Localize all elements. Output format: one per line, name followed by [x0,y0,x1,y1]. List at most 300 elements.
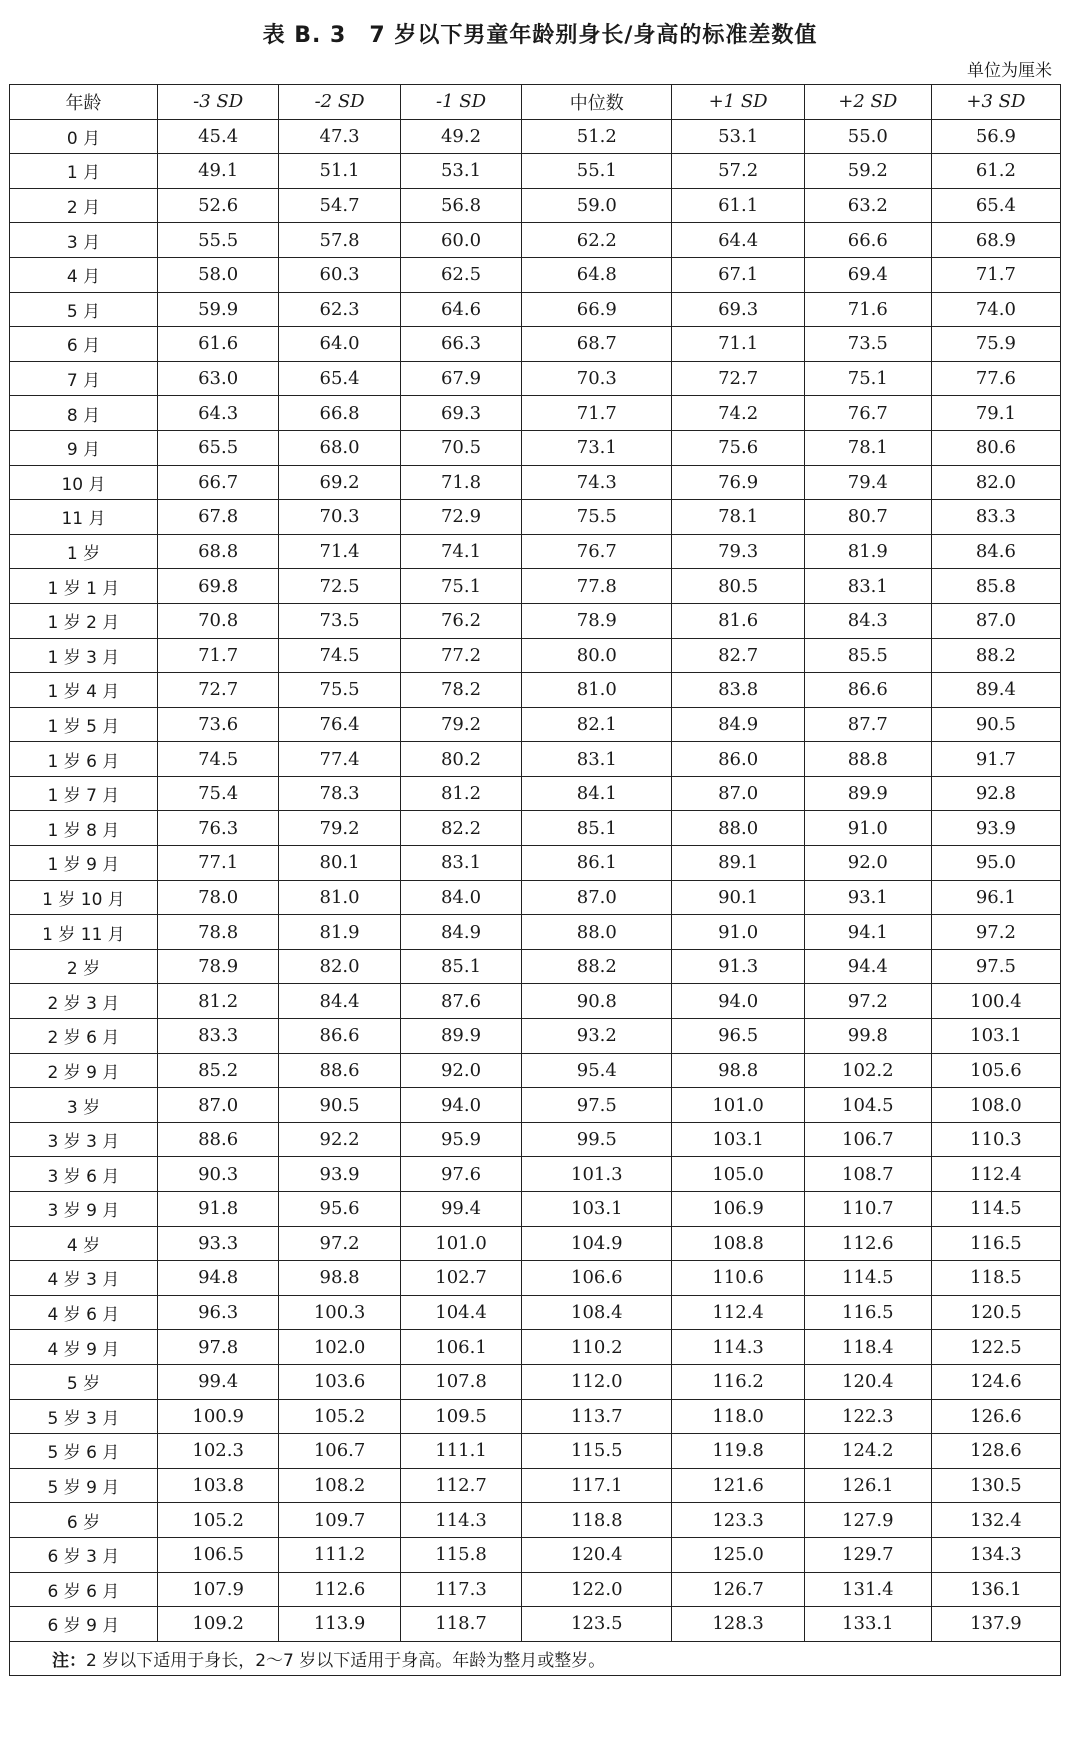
cell-age: 2 岁 6 月 [10,1019,158,1054]
cell-plus-2sd: 81.9 [804,534,931,569]
cell-minus-1sd: 67.9 [400,361,521,396]
cell-minus-3sd: 90.3 [157,1157,278,1192]
table-row [10,1330,1061,1365]
cell-age: 1 岁 11 月 [10,915,158,950]
cell-median: 59.0 [522,188,672,223]
cell-minus-2sd: 51.1 [279,154,400,189]
cell-minus-2sd: 86.6 [279,1019,400,1054]
cell-age: 1 岁 10 月 [10,880,158,915]
cell-minus-3sd: 71.7 [157,638,278,673]
cell-minus-2sd: 70.3 [279,500,400,535]
cell-plus-1sd: 74.2 [672,396,804,431]
header-minus-3sd: -3 SD [157,85,278,120]
cell-plus-3sd: 90.5 [931,707,1060,742]
cell-minus-3sd: 70.8 [157,603,278,638]
table-row [10,1261,1061,1296]
cell-median: 123.5 [522,1607,672,1642]
cell-median: 74.3 [522,465,672,500]
cell-median: 117.1 [522,1468,672,1503]
cell-plus-1sd: 78.1 [672,500,804,535]
cell-plus-3sd: 88.2 [931,638,1060,673]
cell-minus-2sd: 65.4 [279,361,400,396]
cell-minus-2sd: 108.2 [279,1468,400,1503]
cell-median: 77.8 [522,569,672,604]
header-plus-2sd: +2 SD [804,85,931,120]
table-row [10,500,1061,535]
cell-plus-3sd: 77.6 [931,361,1060,396]
cell-plus-1sd: 53.1 [672,119,804,154]
cell-minus-1sd: 99.4 [400,1192,521,1227]
cell-age: 8 月 [10,396,158,431]
cell-minus-3sd: 72.7 [157,673,278,708]
cell-age: 3 岁 6 月 [10,1157,158,1192]
cell-plus-2sd: 78.1 [804,430,931,465]
cell-minus-1sd: 84.0 [400,880,521,915]
cell-plus-1sd: 88.0 [672,811,804,846]
cell-age: 1 岁 1 月 [10,569,158,604]
cell-plus-3sd: 97.2 [931,915,1060,950]
cell-plus-1sd: 91.3 [672,949,804,984]
cell-plus-2sd: 71.6 [804,292,931,327]
cell-minus-2sd: 73.5 [279,603,400,638]
cell-plus-3sd: 126.6 [931,1399,1060,1434]
cell-minus-3sd: 61.6 [157,327,278,362]
cell-plus-1sd: 108.8 [672,1226,804,1261]
cell-plus-2sd: 84.3 [804,603,931,638]
cell-minus-2sd: 60.3 [279,257,400,292]
cell-minus-2sd: 47.3 [279,119,400,154]
cell-plus-3sd: 103.1 [931,1019,1060,1054]
cell-plus-3sd: 80.6 [931,430,1060,465]
cell-age: 2 岁 [10,949,158,984]
cell-age: 3 岁 [10,1088,158,1123]
cell-minus-3sd: 73.6 [157,707,278,742]
cell-plus-2sd: 122.3 [804,1399,931,1434]
cell-plus-2sd: 116.5 [804,1295,931,1330]
cell-minus-3sd: 52.6 [157,188,278,223]
cell-minus-3sd: 65.5 [157,430,278,465]
table-row [10,1192,1061,1227]
cell-plus-1sd: 114.3 [672,1330,804,1365]
cell-plus-3sd: 114.5 [931,1192,1060,1227]
cell-plus-3sd: 136.1 [931,1572,1060,1607]
cell-median: 62.2 [522,223,672,258]
cell-minus-1sd: 82.2 [400,811,521,846]
cell-minus-3sd: 76.3 [157,811,278,846]
table-row [10,257,1061,292]
cell-plus-3sd: 79.1 [931,396,1060,431]
cell-age: 3 月 [10,223,158,258]
cell-minus-2sd: 88.6 [279,1053,400,1088]
standard-deviation-table [9,84,1061,1676]
cell-plus-1sd: 101.0 [672,1088,804,1123]
cell-plus-2sd: 86.6 [804,673,931,708]
cell-median: 86.1 [522,846,672,881]
note-cell [10,1641,1061,1676]
table-row [10,984,1061,1019]
cell-age: 2 月 [10,188,158,223]
cell-minus-2sd: 80.1 [279,846,400,881]
cell-plus-2sd: 124.2 [804,1434,931,1469]
cell-plus-2sd: 85.5 [804,638,931,673]
cell-plus-1sd: 81.6 [672,603,804,638]
cell-plus-3sd: 61.2 [931,154,1060,189]
note-label: 注： [52,1651,86,1672]
cell-minus-3sd: 88.6 [157,1122,278,1157]
cell-median: 85.1 [522,811,672,846]
cell-plus-1sd: 123.3 [672,1503,804,1538]
cell-median: 93.2 [522,1019,672,1054]
cell-plus-2sd: 91.0 [804,811,931,846]
cell-age: 1 岁 7 月 [10,776,158,811]
cell-minus-3sd: 91.8 [157,1192,278,1227]
cell-minus-2sd: 69.2 [279,465,400,500]
cell-age: 4 月 [10,257,158,292]
cell-plus-2sd: 89.9 [804,776,931,811]
cell-median: 83.1 [522,742,672,777]
cell-plus-3sd: 74.0 [931,292,1060,327]
header-age: 年龄 [10,85,158,120]
cell-plus-2sd: 75.1 [804,361,931,396]
cell-age: 5 岁 6 月 [10,1434,158,1469]
cell-minus-2sd: 76.4 [279,707,400,742]
cell-minus-2sd: 112.6 [279,1572,400,1607]
cell-minus-2sd: 68.0 [279,430,400,465]
cell-plus-2sd: 69.4 [804,257,931,292]
cell-minus-3sd: 78.0 [157,880,278,915]
cell-median: 122.0 [522,1572,672,1607]
header-plus-1sd: +1 SD [672,85,804,120]
cell-plus-1sd: 121.6 [672,1468,804,1503]
cell-age: 1 月 [10,154,158,189]
header-median: 中位数 [522,85,672,120]
note-row [10,1641,1061,1676]
cell-median: 103.1 [522,1192,672,1227]
cell-age: 6 岁 [10,1503,158,1538]
cell-plus-1sd: 90.1 [672,880,804,915]
cell-median: 78.9 [522,603,672,638]
table-row [10,1019,1061,1054]
header-row [10,85,1061,120]
table-row [10,1468,1061,1503]
cell-plus-1sd: 64.4 [672,223,804,258]
cell-age: 9 月 [10,430,158,465]
cell-minus-2sd: 95.6 [279,1192,400,1227]
table-row [10,430,1061,465]
cell-minus-3sd: 103.8 [157,1468,278,1503]
cell-plus-1sd: 87.0 [672,776,804,811]
cell-plus-2sd: 126.1 [804,1468,931,1503]
cell-minus-1sd: 81.2 [400,776,521,811]
table-row [10,1157,1061,1192]
cell-age: 1 岁 2 月 [10,603,158,638]
cell-minus-3sd: 75.4 [157,776,278,811]
cell-median: 97.5 [522,1088,672,1123]
table-row [10,223,1061,258]
cell-minus-2sd: 75.5 [279,673,400,708]
table-row [10,119,1061,154]
cell-age: 4 岁 9 月 [10,1330,158,1365]
cell-minus-1sd: 62.5 [400,257,521,292]
cell-plus-2sd: 88.8 [804,742,931,777]
cell-plus-2sd: 102.2 [804,1053,931,1088]
cell-minus-1sd: 87.6 [400,984,521,1019]
cell-minus-3sd: 99.4 [157,1364,278,1399]
cell-minus-3sd: 66.7 [157,465,278,500]
cell-plus-1sd: 72.7 [672,361,804,396]
cell-plus-3sd: 71.7 [931,257,1060,292]
cell-median: 95.4 [522,1053,672,1088]
cell-plus-3sd: 105.6 [931,1053,1060,1088]
table-body [10,119,1061,1641]
cell-median: 70.3 [522,361,672,396]
cell-minus-1sd: 92.0 [400,1053,521,1088]
cell-plus-2sd: 94.1 [804,915,931,950]
cell-plus-1sd: 118.0 [672,1399,804,1434]
cell-plus-3sd: 132.4 [931,1503,1060,1538]
cell-minus-1sd: 77.2 [400,638,521,673]
cell-plus-2sd: 112.6 [804,1226,931,1261]
table-row [10,1053,1061,1088]
cell-age: 1 岁 [10,534,158,569]
table-row [10,1399,1061,1434]
cell-plus-3sd: 89.4 [931,673,1060,708]
cell-plus-3sd: 56.9 [931,119,1060,154]
cell-age: 1 岁 8 月 [10,811,158,846]
cell-plus-3sd: 84.6 [931,534,1060,569]
cell-minus-2sd: 103.6 [279,1364,400,1399]
cell-minus-3sd: 81.2 [157,984,278,1019]
cell-minus-3sd: 77.1 [157,846,278,881]
cell-median: 118.8 [522,1503,672,1538]
cell-plus-1sd: 82.7 [672,638,804,673]
cell-plus-1sd: 76.9 [672,465,804,500]
table-row [10,1364,1061,1399]
cell-minus-1sd: 84.9 [400,915,521,950]
cell-plus-3sd: 85.8 [931,569,1060,604]
table-row [10,534,1061,569]
cell-plus-3sd: 122.5 [931,1330,1060,1365]
cell-age: 4 岁 3 月 [10,1261,158,1296]
cell-minus-3sd: 94.8 [157,1261,278,1296]
cell-plus-2sd: 63.2 [804,188,931,223]
cell-age: 3 岁 9 月 [10,1192,158,1227]
cell-median: 68.7 [522,327,672,362]
cell-minus-1sd: 49.2 [400,119,521,154]
cell-plus-2sd: 133.1 [804,1607,931,1642]
table-row [10,1503,1061,1538]
cell-age: 2 岁 3 月 [10,984,158,1019]
cell-age: 7 月 [10,361,158,396]
cell-minus-3sd: 64.3 [157,396,278,431]
cell-plus-3sd: 92.8 [931,776,1060,811]
cell-age: 6 岁 6 月 [10,1572,158,1607]
table-row [10,603,1061,638]
cell-minus-3sd: 85.2 [157,1053,278,1088]
cell-age: 2 岁 9 月 [10,1053,158,1088]
cell-minus-1sd: 107.8 [400,1364,521,1399]
cell-median: 82.1 [522,707,672,742]
cell-minus-2sd: 66.8 [279,396,400,431]
cell-minus-1sd: 118.7 [400,1607,521,1642]
cell-plus-3sd: 93.9 [931,811,1060,846]
cell-plus-3sd: 82.0 [931,465,1060,500]
cell-minus-3sd: 109.2 [157,1607,278,1642]
cell-plus-2sd: 66.6 [804,223,931,258]
cell-minus-2sd: 92.2 [279,1122,400,1157]
cell-minus-1sd: 53.1 [400,154,521,189]
cell-plus-2sd: 83.1 [804,569,931,604]
table-row [10,673,1061,708]
cell-age: 1 岁 6 月 [10,742,158,777]
cell-plus-1sd: 80.5 [672,569,804,604]
table-row [10,776,1061,811]
cell-median: 115.5 [522,1434,672,1469]
cell-plus-1sd: 105.0 [672,1157,804,1192]
table-title: 表 B. 3 7 岁以下男童年龄别身长/身高的标准差数值 [262,23,818,48]
cell-median: 120.4 [522,1537,672,1572]
cell-plus-3sd: 120.5 [931,1295,1060,1330]
cell-plus-1sd: 89.1 [672,846,804,881]
cell-plus-2sd: 87.7 [804,707,931,742]
cell-plus-2sd: 120.4 [804,1364,931,1399]
cell-plus-3sd: 108.0 [931,1088,1060,1123]
cell-minus-2sd: 81.0 [279,880,400,915]
cell-minus-3sd: 78.8 [157,915,278,950]
cell-age: 4 岁 [10,1226,158,1261]
cell-age: 5 岁 3 月 [10,1399,158,1434]
cell-plus-1sd: 69.3 [672,292,804,327]
cell-minus-1sd: 85.1 [400,949,521,984]
cell-age: 4 岁 6 月 [10,1295,158,1330]
cell-minus-3sd: 102.3 [157,1434,278,1469]
table-row [10,327,1061,362]
cell-median: 81.0 [522,673,672,708]
cell-age: 5 岁 [10,1364,158,1399]
table-row [10,638,1061,673]
cell-minus-1sd: 104.4 [400,1295,521,1330]
cell-median: 73.1 [522,430,672,465]
cell-minus-3sd: 83.3 [157,1019,278,1054]
cell-plus-3sd: 100.4 [931,984,1060,1019]
cell-median: 80.0 [522,638,672,673]
cell-plus-1sd: 125.0 [672,1537,804,1572]
table-row [10,465,1061,500]
cell-plus-3sd: 137.9 [931,1607,1060,1642]
cell-minus-2sd: 106.7 [279,1434,400,1469]
cell-minus-1sd: 79.2 [400,707,521,742]
cell-minus-2sd: 64.0 [279,327,400,362]
cell-plus-2sd: 94.4 [804,949,931,984]
cell-median: 106.6 [522,1261,672,1296]
cell-minus-3sd: 100.9 [157,1399,278,1434]
cell-minus-1sd: 70.5 [400,430,521,465]
table-row [10,1122,1061,1157]
cell-median: 87.0 [522,880,672,915]
cell-minus-2sd: 100.3 [279,1295,400,1330]
cell-median: 110.2 [522,1330,672,1365]
cell-minus-2sd: 111.2 [279,1537,400,1572]
cell-age: 1 岁 4 月 [10,673,158,708]
cell-minus-2sd: 74.5 [279,638,400,673]
cell-median: 66.9 [522,292,672,327]
cell-minus-1sd: 106.1 [400,1330,521,1365]
cell-median: 113.7 [522,1399,672,1434]
cell-plus-3sd: 87.0 [931,603,1060,638]
cell-minus-1sd: 72.9 [400,500,521,535]
cell-plus-1sd: 106.9 [672,1192,804,1227]
cell-minus-2sd: 90.5 [279,1088,400,1123]
cell-minus-3sd: 63.0 [157,361,278,396]
cell-plus-2sd: 93.1 [804,880,931,915]
cell-plus-3sd: 91.7 [931,742,1060,777]
cell-minus-1sd: 97.6 [400,1157,521,1192]
cell-minus-1sd: 115.8 [400,1537,521,1572]
cell-minus-1sd: 75.1 [400,569,521,604]
cell-plus-3sd: 134.3 [931,1537,1060,1572]
cell-median: 90.8 [522,984,672,1019]
cell-minus-2sd: 62.3 [279,292,400,327]
cell-plus-1sd: 110.6 [672,1261,804,1296]
cell-plus-1sd: 116.2 [672,1364,804,1399]
cell-minus-2sd: 109.7 [279,1503,400,1538]
cell-minus-1sd: 74.1 [400,534,521,569]
cell-plus-3sd: 83.3 [931,500,1060,535]
cell-minus-1sd: 111.1 [400,1434,521,1469]
table-row [10,396,1061,431]
cell-age: 3 岁 3 月 [10,1122,158,1157]
cell-median: 64.8 [522,257,672,292]
cell-age: 11 月 [10,500,158,535]
cell-minus-1sd: 114.3 [400,1503,521,1538]
cell-minus-3sd: 96.3 [157,1295,278,1330]
cell-median: 76.7 [522,534,672,569]
cell-plus-1sd: 86.0 [672,742,804,777]
cell-median: 51.2 [522,119,672,154]
cell-median: 99.5 [522,1122,672,1157]
cell-minus-3sd: 55.5 [157,223,278,258]
cell-minus-3sd: 87.0 [157,1088,278,1123]
cell-median: 71.7 [522,396,672,431]
table-row [10,1434,1061,1469]
cell-minus-1sd: 69.3 [400,396,521,431]
table-row [10,1607,1061,1642]
table-row [10,569,1061,604]
cell-minus-2sd: 57.8 [279,223,400,258]
note-text: 2 岁以下适用于身长，2～7 岁以下适用于身高。年龄为整月或整岁。 [86,1651,606,1672]
table-row [10,742,1061,777]
cell-minus-3sd: 78.9 [157,949,278,984]
cell-plus-3sd: 118.5 [931,1261,1060,1296]
cell-minus-1sd: 56.8 [400,188,521,223]
cell-minus-1sd: 109.5 [400,1399,521,1434]
cell-minus-1sd: 83.1 [400,846,521,881]
cell-plus-2sd: 106.7 [804,1122,931,1157]
table-row [10,846,1061,881]
cell-minus-1sd: 112.7 [400,1468,521,1503]
cell-minus-2sd: 54.7 [279,188,400,223]
cell-plus-3sd: 75.9 [931,327,1060,362]
cell-age: 0 月 [10,119,158,154]
cell-age: 1 岁 5 月 [10,707,158,742]
cell-plus-1sd: 96.5 [672,1019,804,1054]
cell-minus-2sd: 78.3 [279,776,400,811]
cell-age: 6 岁 9 月 [10,1607,158,1642]
cell-plus-2sd: 59.2 [804,154,931,189]
cell-plus-1sd: 57.2 [672,154,804,189]
cell-plus-3sd: 95.0 [931,846,1060,881]
cell-median: 112.0 [522,1364,672,1399]
